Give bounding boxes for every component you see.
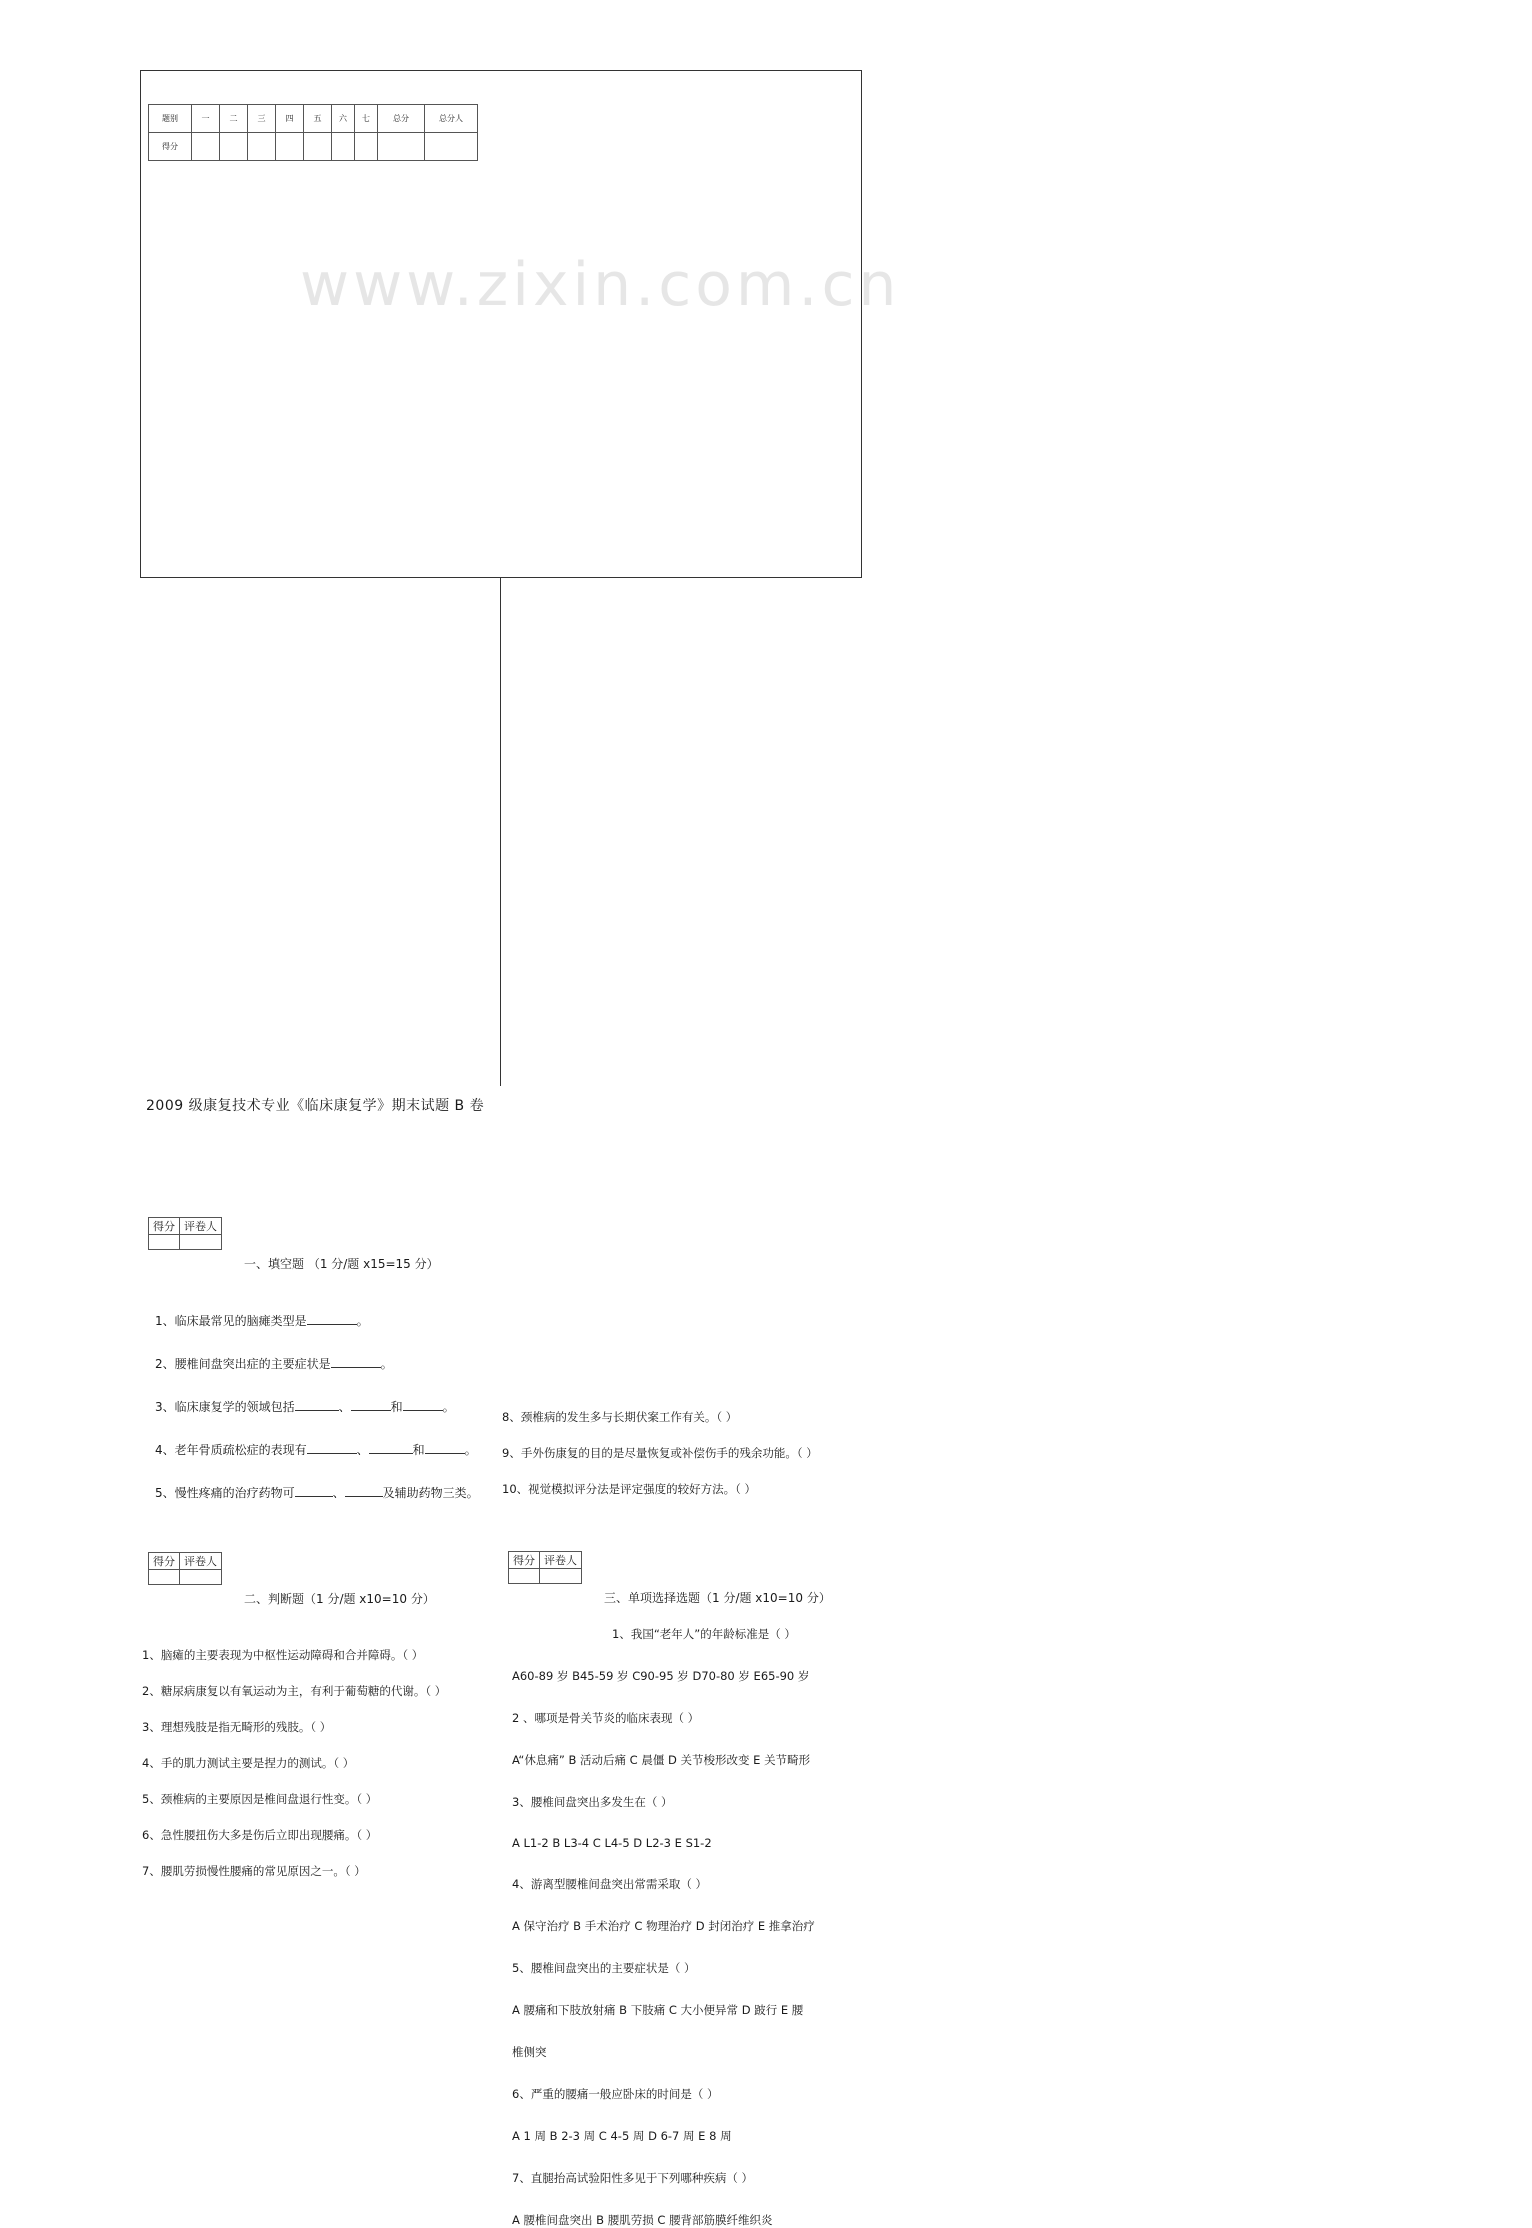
- grader-label: 评卷人: [180, 1553, 222, 1570]
- fill-item-1: [155, 1312, 1075, 1329]
- mc-question: 5、腰椎间盘突出的主要症状是（ ）: [512, 1961, 696, 1975]
- mc-options: A60-89 岁 B45-59 岁 C90-95 岁 D70-80 岁 E65-90 岁: [512, 1669, 810, 1683]
- answer-blank[interactable]: [295, 1398, 339, 1411]
- answer-blank[interactable]: [369, 1441, 413, 1454]
- tf-item: 2、糖尿病康复以有氧运动为主，有利于葡萄糖的代谢。（ ）: [142, 1684, 447, 1698]
- question-text: 、: [338, 1400, 351, 1414]
- grader-box-2: [148, 1552, 222, 1585]
- answer-blank[interactable]: [345, 1484, 383, 1497]
- tf-item: 1、脑瘫的主要表现为中枢性运动障碍和合并障碍。（ ）: [142, 1648, 424, 1662]
- answer-blank[interactable]: [295, 1484, 333, 1497]
- grader-cell[interactable]: [180, 1235, 222, 1250]
- score-cell: 二: [220, 105, 248, 133]
- grader-cell[interactable]: [540, 1569, 582, 1584]
- tf-item: 4、手的肌力测试主要是捏力的测试。（ ）: [142, 1756, 355, 1770]
- score-table-header-row: [149, 105, 478, 133]
- score-table: [148, 104, 478, 161]
- score-cell[interactable]: [220, 133, 248, 161]
- answer-blank[interactable]: [351, 1398, 391, 1411]
- grader-label: 评卷人: [540, 1552, 582, 1569]
- score-cell: 一: [192, 105, 220, 133]
- grader-box-3: [508, 1551, 582, 1584]
- tf-item: 7、腰肌劳损慢性腰痛的常见原因之一。（ ）: [142, 1864, 366, 1878]
- score-cell: 题别: [149, 105, 192, 133]
- question-text: 、: [332, 1486, 345, 1500]
- mc-options: A 保守治疗 B 手术治疗 C 物理治疗 D 封闭治疗 E 推拿治疗: [512, 1919, 815, 1933]
- grader-score-cell[interactable]: [149, 1235, 180, 1250]
- mc-question: 1、我国“老年人”的年龄标准是（ ）: [612, 1627, 796, 1641]
- score-cell[interactable]: [425, 133, 478, 161]
- score-cell: 总分: [378, 105, 425, 133]
- score-cell: 三: [248, 105, 276, 133]
- question-text: 、: [356, 1443, 369, 1457]
- question-text: 和: [412, 1443, 425, 1457]
- score-cell: 七: [355, 105, 378, 133]
- section-heading-true-false: 二、判断题（1 分/题 x10=10 分）: [244, 1592, 435, 1606]
- section-heading-fill-blank: 一、填空题 （1 分/题 x15=15 分）: [244, 1257, 439, 1271]
- answer-blank[interactable]: [331, 1355, 381, 1368]
- question-text: 5、慢性疼痛的治疗药物可: [155, 1486, 295, 1500]
- score-cell: 总分人: [425, 105, 478, 133]
- score-cell: 六: [332, 105, 355, 133]
- answer-blank[interactable]: [425, 1441, 465, 1454]
- grader-box-1: [148, 1217, 222, 1250]
- mc-options: A 腰痛和下肢放射痛 B 下肢痛 C 大小便异常 D 跛行 E 腰: [512, 2003, 804, 2017]
- score-cell: 五: [304, 105, 332, 133]
- score-cell[interactable]: [378, 133, 425, 161]
- mc-question: 2 、哪项是骨关节炎的临床表现（ ）: [512, 1711, 700, 1725]
- question-text: 。: [442, 1400, 455, 1414]
- score-cell[interactable]: [304, 133, 332, 161]
- fill-item-2: [155, 1355, 1075, 1372]
- score-cell[interactable]: [332, 133, 355, 161]
- score-cell[interactable]: [248, 133, 276, 161]
- question-text: 。: [464, 1443, 477, 1457]
- mc-question: 7、直腿抬高试验阳性多见于下列哪种疾病（ ）: [512, 2171, 753, 2185]
- tf-item: 9、手外伤康复的目的是尽量恢复或补偿伤手的残余功能。（ ）: [502, 1446, 818, 1460]
- question-text: 及辅助药物三类。: [382, 1486, 479, 1500]
- question-text: 。: [356, 1314, 369, 1328]
- grader-score-label: 得分: [509, 1552, 540, 1569]
- section-heading-multiple-choice: 三、单项选择选题（1 分/题 x10=10 分）: [604, 1591, 831, 1605]
- mc-options: A L1-2 B L3-4 C L4-5 D L2-3 E S1-2: [512, 1836, 712, 1850]
- mc-options: A 1 周 B 2-3 周 C 4-5 周 D 6-7 周 E 8 周: [512, 2129, 732, 2143]
- question-text: 。: [380, 1357, 393, 1371]
- watermark: www.zixin.com.cn: [300, 250, 901, 320]
- grader-cell[interactable]: [180, 1570, 222, 1585]
- mc-question: 3、腰椎间盘突出多发生在（ ）: [512, 1795, 673, 1809]
- question-text: 和: [390, 1400, 403, 1414]
- tf-item: 5、颈椎病的主要原因是椎间盘退行性变。（ ）: [142, 1792, 378, 1806]
- mc-question: 6、严重的腰痛一般应卧床的时间是（ ）: [512, 2087, 719, 2101]
- score-cell[interactable]: [192, 133, 220, 161]
- grader-score-label: 得分: [149, 1218, 180, 1235]
- score-cell: 得分: [149, 133, 192, 161]
- question-text: 4、老年骨质疏松症的表现有: [155, 1443, 307, 1457]
- tf-item: 6、急性腰扭伤大多是伤后立即出现腰痛。（ ）: [142, 1828, 378, 1842]
- answer-blank[interactable]: [307, 1441, 357, 1454]
- column-divider: [500, 578, 501, 1086]
- mc-options: A“休息痛” B 活动后痛 C 晨僵 D 关节梭形改变 E 关节畸形: [512, 1753, 811, 1767]
- tf-item: 10、视觉模拟评分法是评定强度的较好方法。（ ）: [502, 1482, 757, 1496]
- tf-item: 8、颈椎病的发生多与长期伏案工作有关。（ ）: [502, 1410, 738, 1424]
- question-text: 2、腰椎间盘突出症的主要症状是: [155, 1357, 331, 1371]
- score-cell[interactable]: [276, 133, 304, 161]
- score-cell: 四: [276, 105, 304, 133]
- question-text: 3、临床康复学的领域包括: [155, 1400, 295, 1414]
- grader-score-label: 得分: [149, 1553, 180, 1570]
- grader-label: 评卷人: [180, 1218, 222, 1235]
- score-cell[interactable]: [355, 133, 378, 161]
- mc-question: 4、游离型腰椎间盘突出常需采取（ ）: [512, 1877, 707, 1891]
- mc-options: 椎侧突: [512, 2045, 547, 2059]
- question-text: 1、临床最常见的脑瘫类型是: [155, 1314, 307, 1328]
- page-title: 2009 级康复技术专业《临床康复学》期末试题 B 卷: [146, 1098, 485, 1114]
- tf-item: 3、理想残肢是指无畸形的残肢。（ ）: [142, 1720, 332, 1734]
- grader-score-cell[interactable]: [149, 1570, 180, 1585]
- answer-blank[interactable]: [403, 1398, 443, 1411]
- grader-score-cell[interactable]: [509, 1569, 540, 1584]
- answer-blank[interactable]: [307, 1312, 357, 1325]
- mc-options: A 腰椎间盘突出 B 腰肌劳损 C 腰背部筋膜纤维织炎: [512, 2213, 773, 2227]
- score-table-score-row: [149, 133, 478, 161]
